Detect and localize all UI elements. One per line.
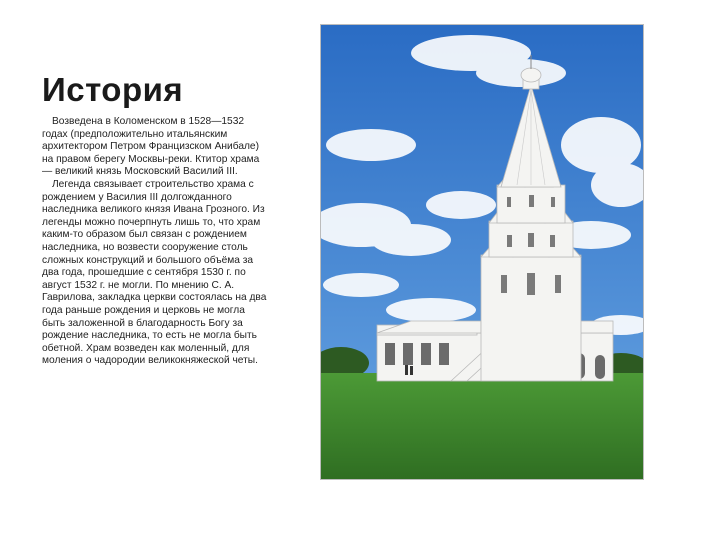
church-photo <box>320 24 644 480</box>
grass <box>321 373 643 479</box>
paragraph-1: Возведена в Коломенском в 1528—1532 годах (предположительно итальянским архитектором Петром Францизском Анибале) на правом берегу Москвы-реки. Ктитор храма — великий князь Московский Василий III. <box>42 116 260 178</box>
slide-body <box>42 116 270 368</box>
slide-title: История <box>42 71 184 108</box>
church-illustration <box>321 25 643 479</box>
paragraph-2: Легенда связывает строительство храма с рождением у Василия III долгожданного наследника великого князя Ивана Грозного. Из легенды можно почерпнуть лишь то, что храм каким-то образом был связан с рождением наследника, но возвести сооружение столь сложных конструкций и большого объёма за два года, прошедшие с сентября 1530 г. по август 1532 г. не могли. По мнению С. А. Гаврилова, закладка церкви состоялась на два года раньше рождения и церковь не могла быть заложенной в благодарность Богу за рождение наследника, то есть не могла быть обетной. Храм возведен как моленный, для моления о чадородии великокняжеской четы. <box>42 178 267 367</box>
